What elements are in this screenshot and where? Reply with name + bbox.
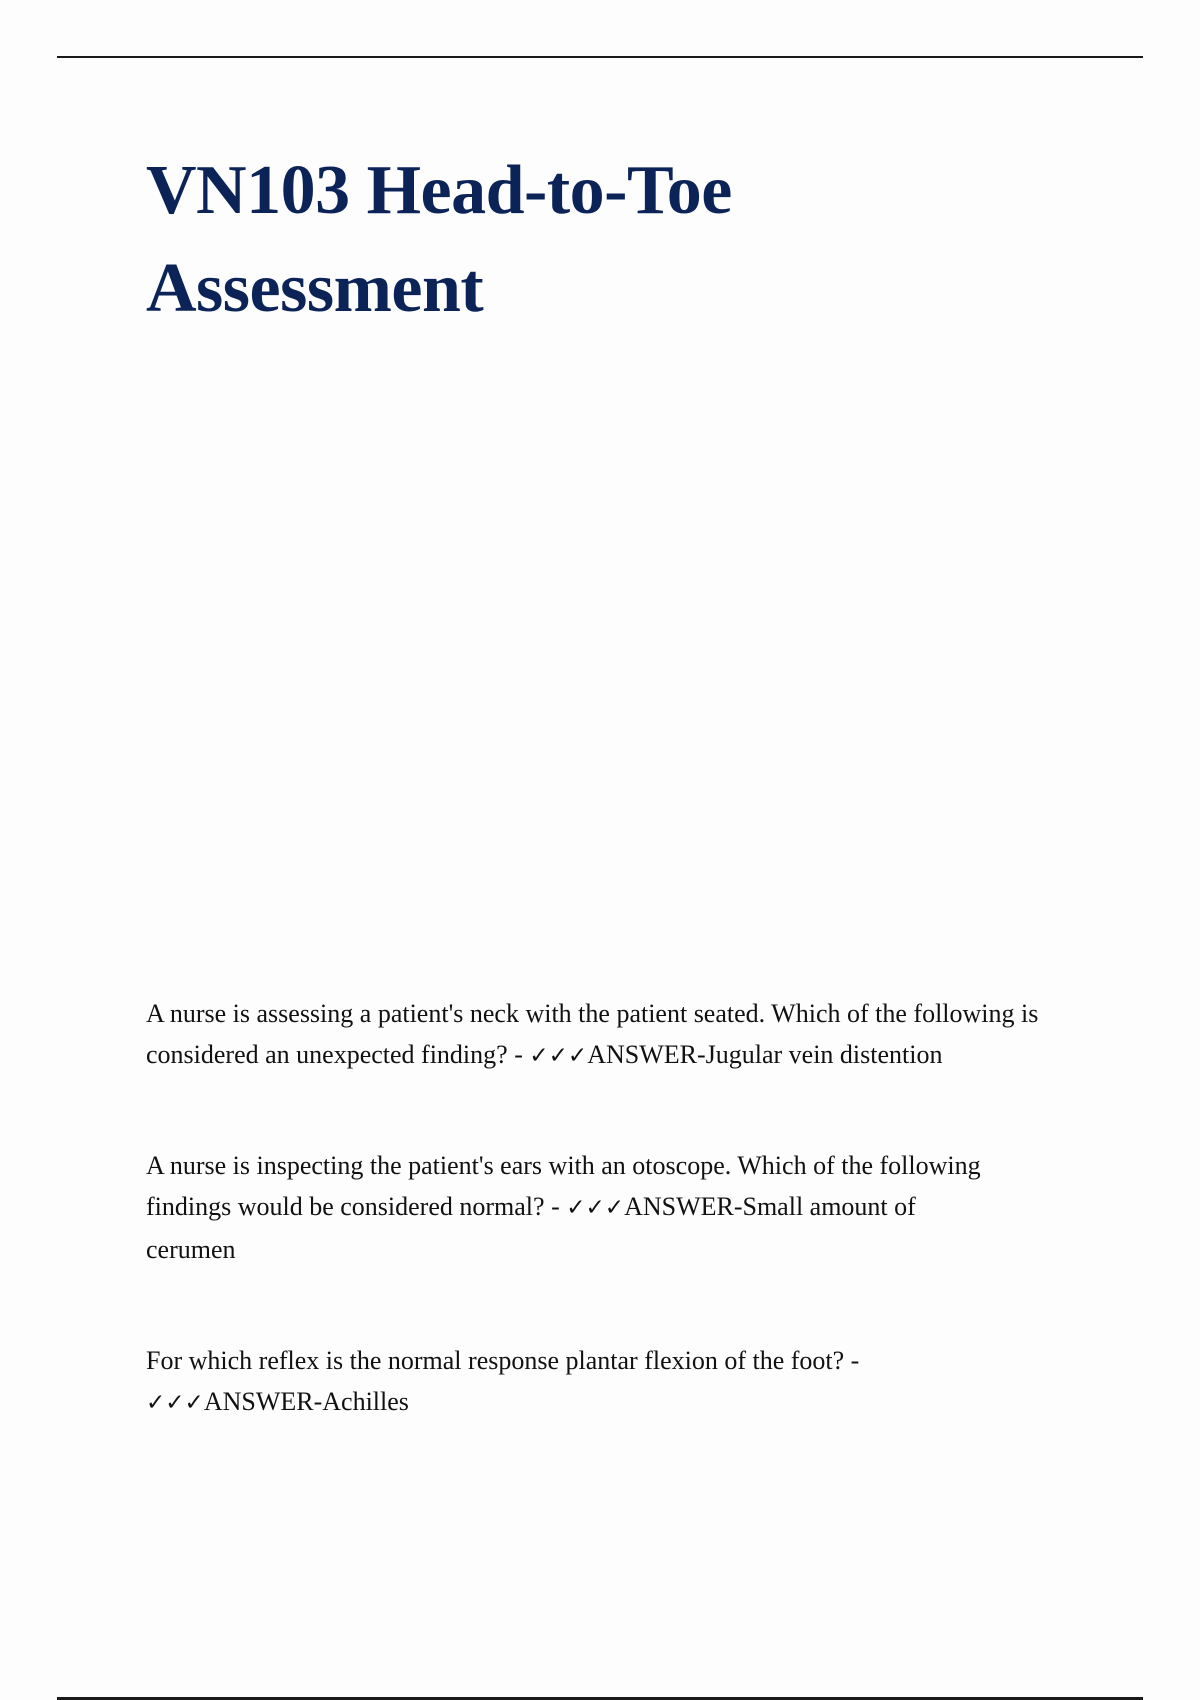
question-text: A nurse is inspecting the patient's ears with an otoscope. Which of the following findings would be considered normal? -	[146, 1151, 981, 1221]
answer-text: ANSWER-Small amount of cerumen	[146, 1192, 916, 1264]
question-text: For which reflex is the normal response plantar flexion of the foot? -	[146, 1346, 860, 1375]
check-mark-icon: ✓✓✓	[146, 1390, 204, 1416]
check-mark-icon: ✓✓✓	[566, 1195, 625, 1221]
qa-item	[146, 1145, 1006, 1270]
qa-list	[146, 993, 1096, 1424]
qa-item	[146, 993, 1091, 1077]
answer-text: ANSWER-Achilles	[203, 1387, 409, 1416]
qa-item	[146, 1340, 936, 1424]
question-text: A nurse is assessing a patient's neck with the patient seated. Which of the following is considered an unexpected finding? -	[146, 999, 1039, 1069]
document-title: VN103 Head-to-Toe Assessment	[146, 152, 732, 327]
check-mark-icon: ✓✓✓	[529, 1043, 588, 1069]
answer-text: ANSWER-Jugular vein distention	[587, 1040, 943, 1069]
header-rule	[57, 56, 1143, 58]
